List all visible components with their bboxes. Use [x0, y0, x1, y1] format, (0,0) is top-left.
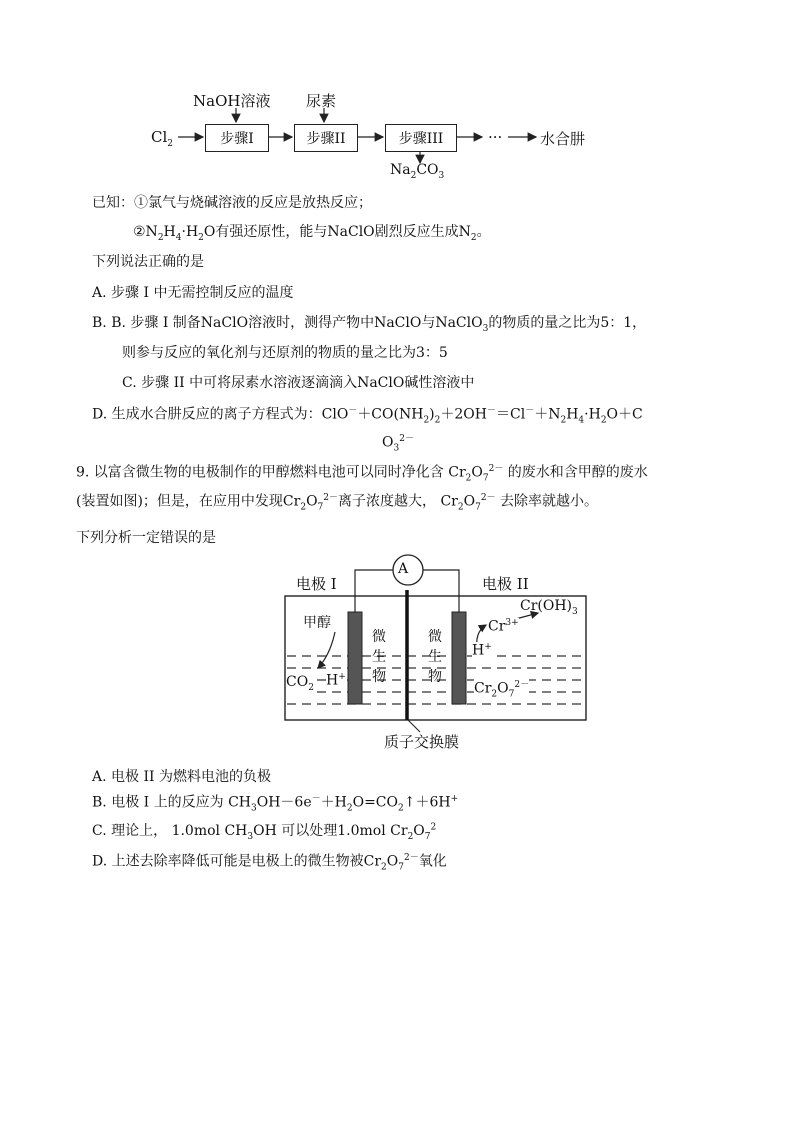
q8-known-1: 已知：①氯气与烧碱溶液的反应是放热反应； [92, 195, 372, 211]
q8-option-a: A. 步骤 I 中无需控制反应的温度 [92, 285, 294, 301]
q8-option-d-cont: $O_3^{2-}$ [382, 434, 414, 454]
wire-left [355, 570, 393, 612]
croh3-label: $Cr(OH)_3$ [520, 598, 578, 617]
h-right-label: H+ [472, 642, 492, 659]
h-left-label: H+ [326, 672, 346, 689]
q8-option-d: D. 生成水合肼反应的离子方程式为：$ClO^-+CO(NH_2)_2+2OH^-=Cl^-+N_2H_4\cdot H_2O+C$ [92, 406, 643, 426]
q8-option-b: B. B. 步骤 I 制备NaClO溶液时，测得产物中NaClO与NaClO$_3$的物质的量之比为5：1， [92, 315, 647, 334]
q8-stem: 下列说法正确的是 [92, 254, 204, 270]
q9-option-a: A. 电极 II 为燃料电池的负极 [92, 769, 271, 785]
q8-option-b-cont: 则参与反应的氧化剂与还原剂的物质的量之比为3：5 [122, 345, 448, 361]
q9-option-c: C. 理论上， 1.0mol $CH_3OH$ 可以处理1.0mol $Cr_2O_7^2$ [92, 822, 437, 842]
cr3-label: $Cr^{3+}$ [488, 618, 519, 635]
q9-option-b: B. 电极 I 上的反应为 $CH_3OH-6e^-+H_2O=CO_2↑+6H^+$ [92, 794, 459, 814]
naoh-label: NaOH溶液 [193, 92, 271, 110]
q9-option-d: D. 上述去除率降低可能是电极上的微生物被$Cr_2O_7^{2-}$氧化 [92, 853, 447, 873]
wire-right [423, 570, 459, 612]
ellipsis: ··· [488, 128, 503, 146]
electrode-2 [452, 612, 466, 704]
cl2-label: $Cl_2$ [151, 128, 174, 149]
step3-label: 步骤III [398, 131, 444, 147]
q8-known-2: $②N_2H_4\cdot H_2O$有强还原性，能与NaClO剧烈反应生成$N_2$。 [133, 224, 491, 243]
microbe-right-label: 微 生 物 [428, 629, 442, 685]
membrane-label: 质子交换膜 [384, 733, 460, 751]
q9-stem-3: 下列分析一定错误的是 [76, 530, 216, 546]
electrode-1-label: 电极 I [296, 575, 337, 593]
urea-label: 尿素 [306, 92, 337, 110]
na2co3-label: $Na_2CO_3$ [390, 162, 445, 181]
flow-arrows [0, 0, 794, 200]
arrow-methanol [318, 632, 335, 668]
step1-label: 步骤I [220, 131, 254, 147]
microbe-left-label: 微 生 物 [372, 629, 386, 685]
electrode-1 [348, 612, 362, 704]
q9-stem-1: 9. 以富含微生物的电极制作的甲醇燃料电池可以同时净化含 $Cr_2O_7^{2-}$ 的废水和含甲醇的废水 [76, 464, 648, 484]
step2-label: 步骤II [306, 131, 346, 147]
ammeter-label: A [398, 561, 409, 577]
q9-stem-2: (装置如图)；但是，在应用中发现$Cr_2O_7^{2-}$离子浓度越大， $Cr_2O_7^{2-}$ 去除率就越小。 [76, 493, 599, 513]
electrode-2-label: 电极 II [482, 575, 529, 593]
co2-label: $CO_2$ [286, 674, 314, 693]
hydrazine-label: 水合肼 [540, 130, 586, 148]
cr2o7-label: $Cr_2O_7^{2-}$ [474, 677, 529, 699]
methanol-label: 甲醇 [303, 615, 331, 631]
q8-option-c: C. 步骤 II 中可将尿素水溶液逐滴滴入NaClO碱性溶液中 [122, 375, 475, 391]
